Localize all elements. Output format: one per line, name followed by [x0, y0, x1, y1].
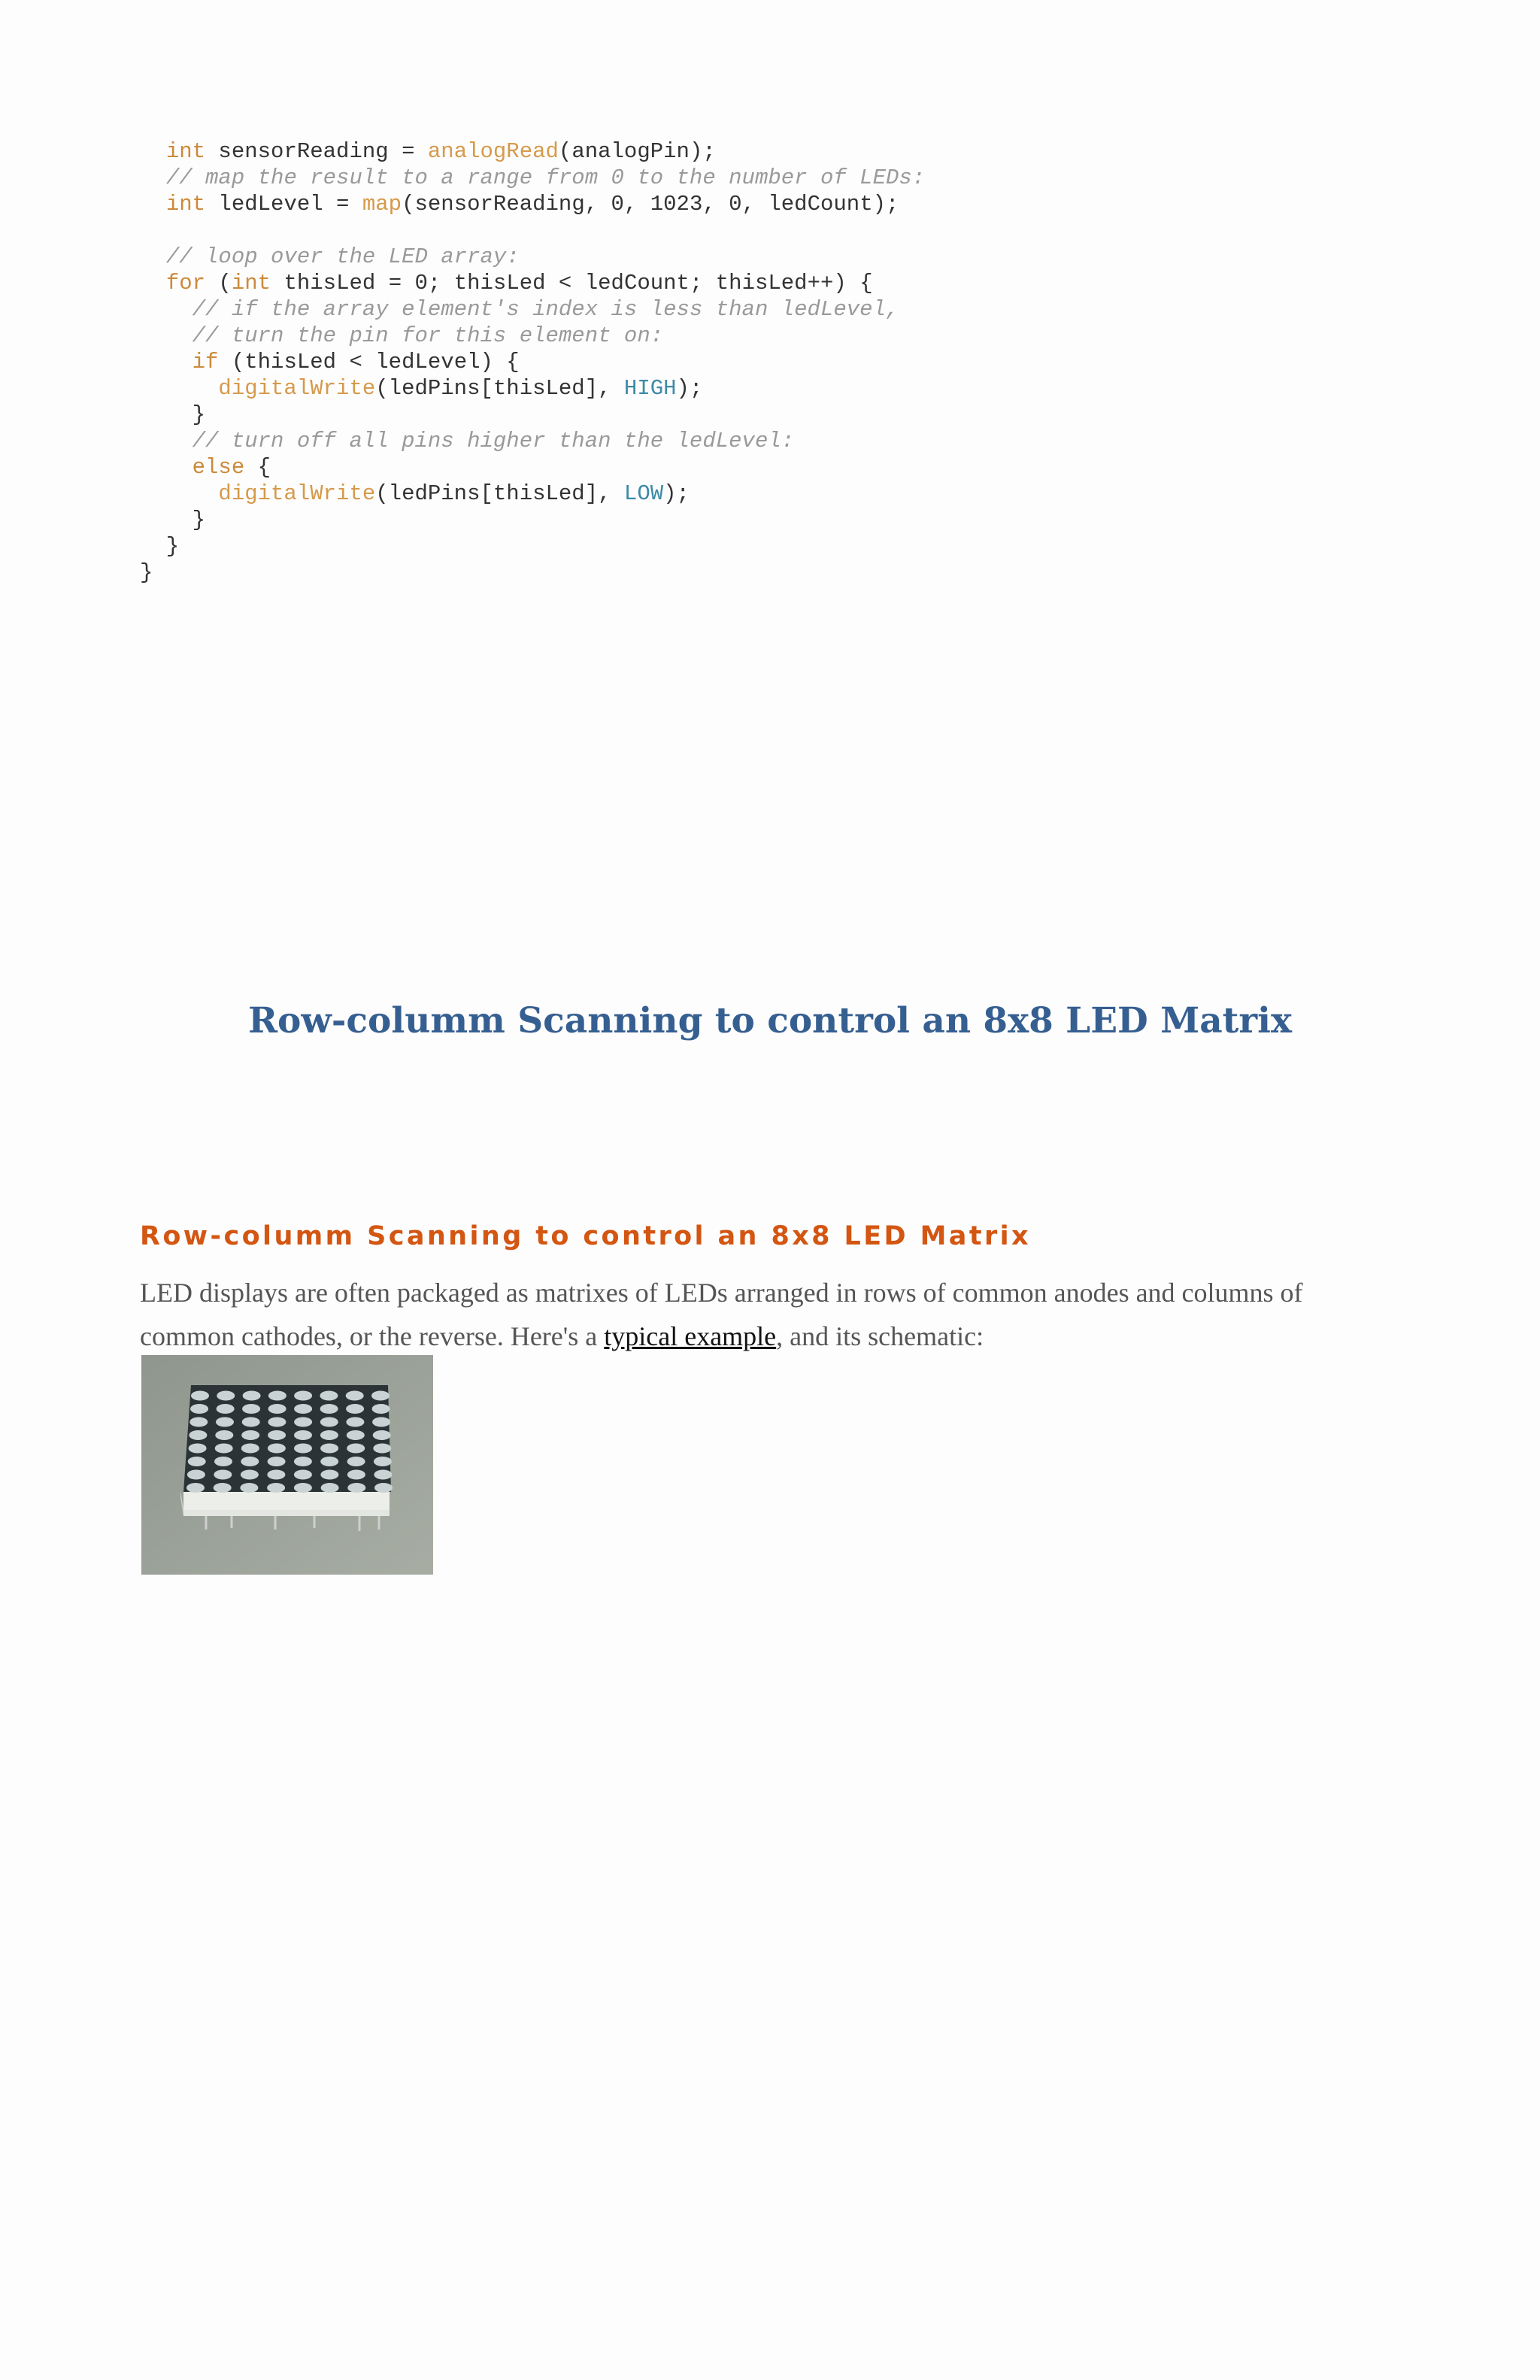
code-token-func: digitalWrite: [218, 376, 376, 401]
code-token: [140, 271, 166, 296]
led-dot: [294, 1444, 312, 1454]
typical-example-link[interactable]: typical example: [604, 1321, 777, 1351]
code-token-comment: // map the result to a range from 0 to the number of LEDs:: [165, 165, 926, 190]
led-dot: [241, 1457, 259, 1466]
led-dot: [346, 1391, 364, 1401]
intro-text-before: LED displays are often packaged as matrixes of LEDs arranged in rows of common anodes and columns of common cathodes, or the reverse. Here's a: [140, 1278, 1303, 1351]
led-dot: [320, 1391, 338, 1401]
code-token-comment: // turn off all pins higher than the ledLevel:: [192, 429, 795, 453]
code-line: [140, 138, 925, 165]
code-token: [140, 376, 218, 401]
led-dot: [373, 1444, 391, 1454]
led-dot: [267, 1470, 285, 1480]
led-dot: [217, 1391, 235, 1401]
led-dot: [373, 1430, 391, 1440]
code-token-comment: // loop over the LED array:: [165, 244, 520, 269]
led-dot: [294, 1470, 312, 1480]
code-line: [140, 296, 925, 323]
code-line: [140, 375, 925, 402]
code-token-func: analogRead: [427, 139, 559, 164]
code-token: [140, 481, 218, 506]
intro-paragraph: [140, 1271, 1403, 1358]
code-token: [140, 139, 166, 164]
section-heading: Row-columm Scanning to control an 8x8 LED Matrix: [140, 1221, 1031, 1251]
code-token: {: [244, 455, 271, 480]
led-dot: [320, 1470, 338, 1480]
code-token: (: [205, 271, 232, 296]
code-token-keyword: int: [165, 139, 206, 164]
led-dot: [268, 1444, 286, 1454]
code-token: [140, 429, 192, 453]
led-dot: [374, 1483, 393, 1493]
led-dot: [242, 1404, 260, 1414]
led-dot: [374, 1470, 392, 1480]
led-dot: [217, 1404, 235, 1414]
code-token-func: digitalWrite: [218, 481, 376, 506]
code-line: [140, 191, 925, 217]
code-line: [140, 270, 925, 296]
led-dot: [294, 1483, 312, 1493]
led-dot: [215, 1444, 233, 1454]
led-dot: [374, 1457, 392, 1466]
code-line: [140, 454, 925, 481]
led-dot: [189, 1430, 207, 1440]
code-token: }: [140, 402, 206, 427]
code-token: [140, 350, 192, 374]
code-token: );: [676, 376, 703, 401]
led-dot: [268, 1457, 286, 1466]
code-token: [140, 192, 166, 217]
code-line: [140, 244, 925, 270]
code-token-keyword: if: [192, 350, 219, 374]
code-line: [140, 559, 925, 586]
led-dot: [189, 1417, 208, 1427]
led-dot: [241, 1430, 259, 1440]
page-title: Row-columm Scanning to control an 8x8 LED Matrix: [248, 1000, 1292, 1041]
code-token: (ledPins[thisLed],: [375, 481, 624, 506]
led-dot: [243, 1391, 261, 1401]
led-dot: [216, 1417, 234, 1427]
code-token: [140, 297, 192, 322]
code-line: [140, 217, 925, 244]
code-block: [140, 138, 925, 586]
led-dot: [268, 1417, 286, 1427]
code-token-keyword: for: [165, 271, 206, 296]
led-dot: [294, 1417, 312, 1427]
code-token: [140, 455, 192, 480]
code-token: (sensorReading, 0, 1023, 0, ledCount);: [402, 192, 899, 217]
led-dot: [214, 1470, 232, 1480]
led-dot: [346, 1404, 364, 1414]
code-token-keyword: else: [192, 455, 245, 480]
led-dot: [320, 1457, 338, 1466]
led-dot: [321, 1483, 339, 1493]
code-line: [140, 428, 925, 454]
code-token: }: [140, 534, 180, 559]
led-dot: [320, 1430, 338, 1440]
led-dot: [241, 1444, 259, 1454]
led-dot: [268, 1391, 286, 1401]
code-token: thisLed = 0; thisLed < ledCount; thisLed++) {: [271, 271, 873, 296]
led-dot: [347, 1430, 365, 1440]
led-dot: [268, 1430, 286, 1440]
code-token: [140, 323, 192, 348]
led-dot: [189, 1444, 207, 1454]
led-dot: [347, 1457, 365, 1466]
code-token-func: map: [362, 192, 402, 217]
code-token: [140, 165, 166, 190]
led-dot: [240, 1483, 258, 1493]
led-dot: [347, 1444, 365, 1454]
code-line: [140, 507, 925, 533]
code-token-keyword: int: [231, 271, 271, 296]
led-dot: [267, 1483, 285, 1493]
led-dot: [294, 1391, 312, 1401]
led-dot: [347, 1483, 365, 1493]
code-token: (thisLed < ledLevel) {: [218, 350, 520, 374]
code-token: );: [663, 481, 690, 506]
led-dot: [372, 1404, 390, 1414]
led-matrix-photo: [141, 1355, 433, 1575]
code-line: [140, 402, 925, 428]
led-dot: [187, 1470, 205, 1480]
code-token-keyword: int: [165, 192, 206, 217]
led-dot: [294, 1457, 312, 1466]
led-dot: [268, 1404, 286, 1414]
led-dot: [191, 1391, 209, 1401]
code-token-const: LOW: [623, 481, 664, 506]
code-line: [140, 349, 925, 375]
led-dot: [214, 1483, 232, 1493]
led-dot: [294, 1404, 312, 1414]
led-dot: [372, 1417, 390, 1427]
code-line: [140, 481, 925, 507]
led-dot: [241, 1470, 259, 1480]
led-dot: [190, 1404, 208, 1414]
code-token: ledLevel =: [205, 192, 362, 217]
code-token-const: HIGH: [623, 376, 677, 401]
intro-text-after: , and its schematic:: [776, 1321, 984, 1351]
led-dot: [320, 1444, 338, 1454]
code-line: [140, 165, 925, 191]
led-dot: [320, 1404, 338, 1414]
code-line: [140, 323, 925, 349]
code-token-comment: // turn the pin for this element on:: [192, 323, 664, 348]
code-token: }: [140, 560, 153, 585]
led-dot: [186, 1483, 205, 1493]
led-dot: [188, 1457, 206, 1466]
code-token: }: [140, 508, 206, 532]
led-dot: [215, 1430, 233, 1440]
code-token: (ledPins[thisLed],: [375, 376, 624, 401]
code-line: [140, 533, 925, 559]
led-dot: [214, 1457, 232, 1466]
code-token: (analogPin);: [558, 139, 716, 164]
code-token: [140, 244, 166, 269]
led-dot: [346, 1417, 364, 1427]
led-dot: [294, 1430, 312, 1440]
led-dot: [320, 1417, 338, 1427]
led-dot: [242, 1417, 260, 1427]
led-dot: [371, 1391, 390, 1401]
code-token-comment: // if the array element's index is less than ledLevel,: [192, 297, 899, 322]
led-dot: [347, 1470, 365, 1480]
code-token: sensorReading =: [205, 139, 428, 164]
